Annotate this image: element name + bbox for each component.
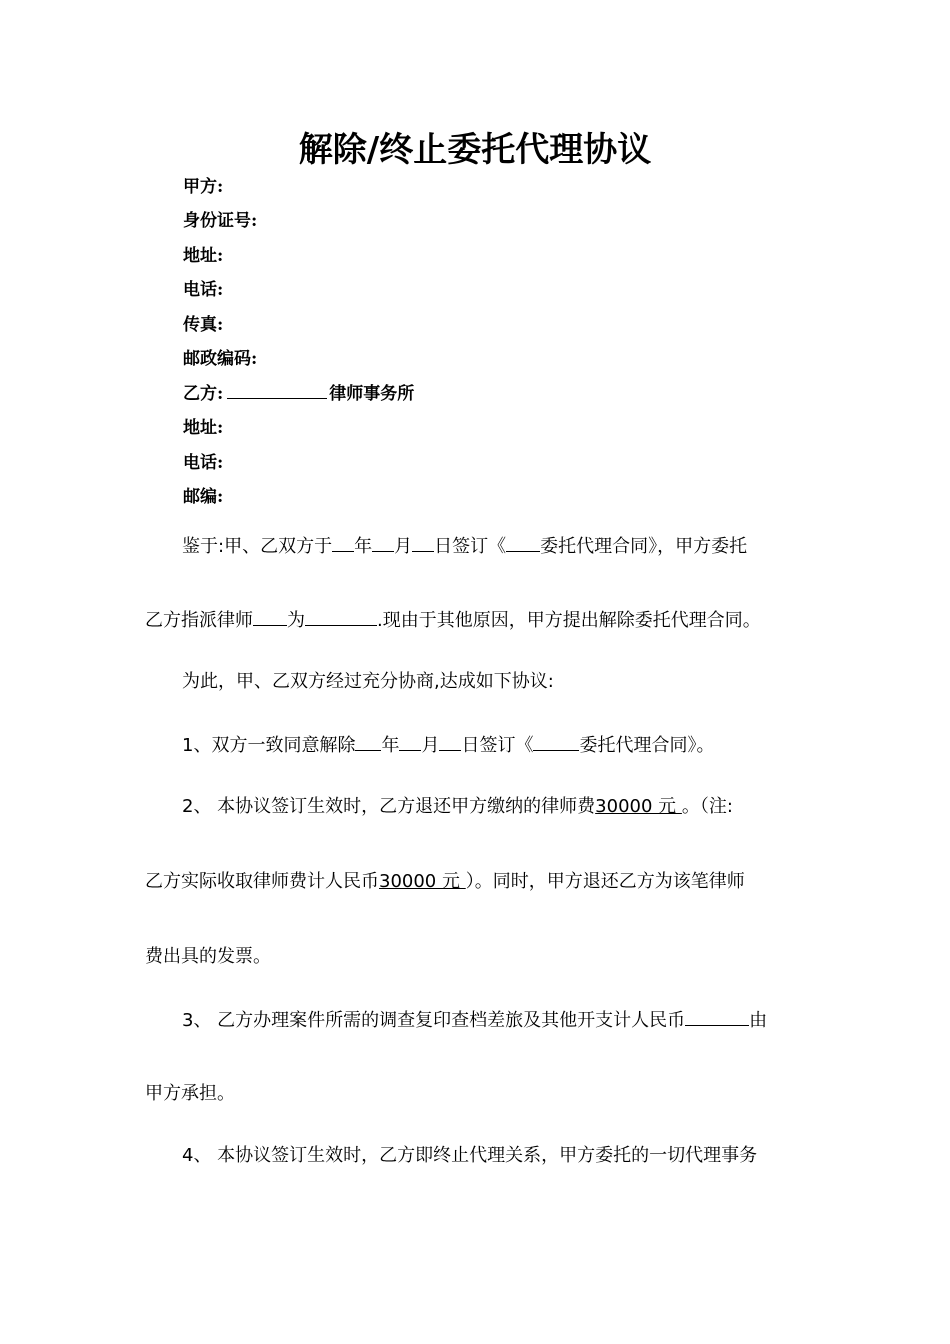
clause-2-line-3: 费出具的发票。 [145,946,271,967]
clause-2-line-1 [182,794,733,820]
clause-2-invoice-text: ）。同时，甲方退还乙方为该笔律师 [465,871,745,892]
party-b-name-row [183,382,414,406]
clause-1-month-blank [399,732,421,751]
recital-for-text: 为 [287,610,305,631]
law-firm-suffix: 律师事务所 [329,384,415,404]
party-a-fax-label: 传真: [183,315,224,335]
recital-text-end: 委托代理合同》，甲方委托 [540,536,748,557]
recital-text: 鉴于:甲、乙双方于 [182,536,333,557]
clause-3-line-2: 甲方承担。 [145,1083,235,1104]
clause-1-year-blank [355,732,381,751]
received-amount: 30000 元 [379,871,466,892]
clause-1-text: 1、双方一致同意解除 [182,735,356,756]
clause-1-year-label: 年 [381,735,400,756]
lawyer-name-blank [253,607,287,626]
party-b-postcode-label: 邮编: [183,487,224,507]
month-blank [372,533,394,552]
recital-line-2 [145,607,761,634]
law-firm-name-blank [227,382,327,399]
party-a-address-label: 地址: [183,246,224,266]
party-b-phone-label: 电话: [183,453,224,473]
agreement-intro: 为此，甲、乙双方经过充分协商,达成如下协议: [182,671,554,692]
party-b-address-label: 地址: [183,418,224,438]
day-label: 日签订《 [434,536,507,557]
clause-3-line-1 [182,1007,767,1034]
recital-lawyer-text: 乙方指派律师 [145,610,253,631]
contract-name-blank [506,533,540,552]
clause-3-text-end: 由 [749,1010,768,1031]
clause-2-note-open: 。（注: [681,796,733,817]
party-a-name-label: 甲方: [183,177,224,197]
clause-3-text: 3、 乙方办理案件所需的调查复印查档差旅及其他开支计人民币 [182,1010,686,1031]
year-label: 年 [354,536,373,557]
party-a-id-label: 身份证号: [183,211,258,231]
party-b-name-label: 乙方: [183,384,224,404]
expense-amount-blank [685,1007,749,1026]
clause-1-text-end: 委托代理合同》。 [579,735,715,756]
clause-4-line-1: 4、 本协议签订生效时，乙方即终止代理关系，甲方委托的一切代理事务 [182,1145,758,1166]
clause-1-month-label: 月 [421,735,440,756]
clause-1-day-blank [439,732,461,751]
clause-1-day-label: 日签订《 [461,735,534,756]
day-blank [412,533,434,552]
clause-2-text: 2、 本协议签订生效时，乙方退还甲方缴纳的律师费 [182,796,596,817]
party-a-phone-label: 电话: [183,280,224,300]
year-blank [332,533,354,552]
clause-1 [182,732,714,759]
party-a-postcode-label: 邮政编码: [183,349,258,369]
month-label: 月 [394,536,413,557]
clause-2-received-text: 乙方实际收取律师费计人民币 [145,871,379,892]
clause-1-contract-blank [533,732,579,751]
refund-amount: 30000 元 [595,796,682,817]
recital-line-1 [182,533,747,560]
recital-reason-text: .现由于其他原因，甲方提出解除委托代理合同。 [377,610,761,631]
matter-blank [305,607,377,626]
clause-2-line-2 [145,869,745,895]
document-title: 解除/终止委托代理协议 [298,130,652,170]
